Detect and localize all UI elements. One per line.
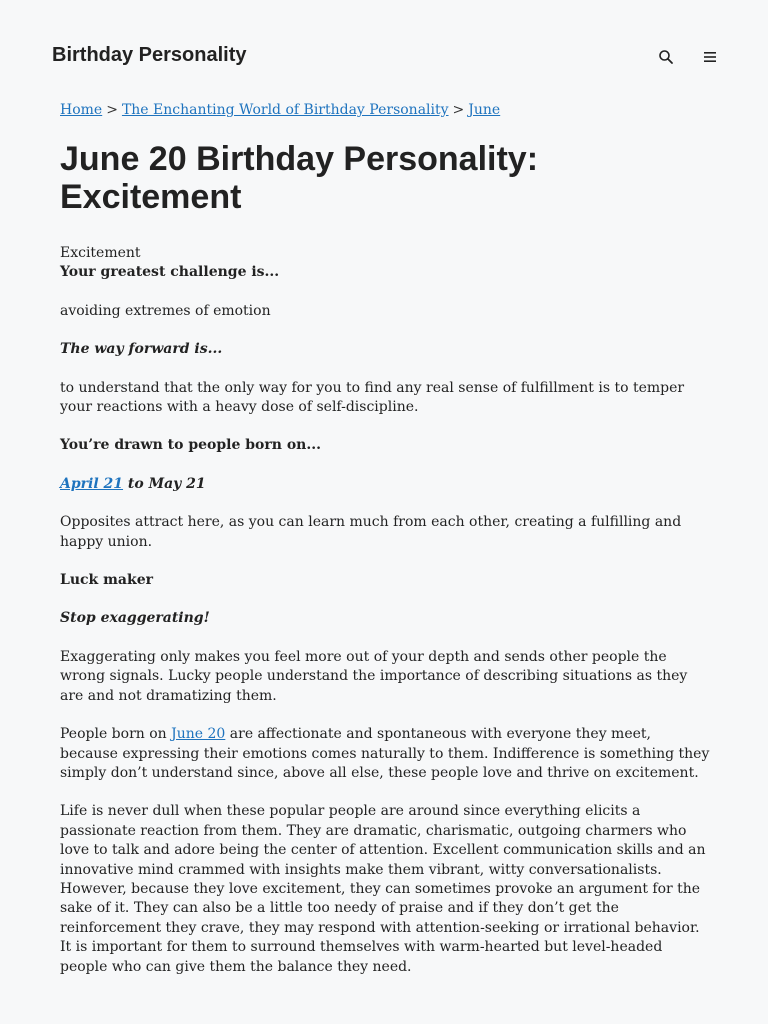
- luck-text: Exaggerating only makes you feel more out of your depth and sends other people the wrong signals. Lucky people understand the importance of describing situations as they are and not dramatizing them.: [60, 648, 688, 704]
- opposites-text: Opposites attract here, as you can learn much from each other, creating a fulfilling and happy union.: [60, 514, 682, 550]
- breadcrumb-section-link[interactable]: The Enchanting World of Birthday Personality: [121, 102, 449, 118]
- site-title-link[interactable]: Birthday Personality: [52, 44, 247, 66]
- article-content: [60, 98, 710, 996]
- breadcrumb: [60, 98, 710, 122]
- personality-paragraph: Life is never dull when these popular people are around since everything elicits a passionate reaction from them. They are dramatic, charismatic, outgoing charmers who love to talk and adore being the center of attention. Excellent communication skills and an innovative mind crammed with insights make them vibrant, witty conversationalists. However, because they love excitement, they can sometimes provoke an argument for the sake of it. They can also be a little too needy of praise and if they don’t get the reinforcement they crave, they may respond with attention-seeking or irrational behavior. It is important for them to surround themselves with warm-hearted but level-headed people who can give them the balance they need.: [60, 803, 706, 975]
- compatible-dates: [60, 475, 710, 494]
- challenge-text: avoiding extremes of emotion: [60, 302, 271, 319]
- april-21-link[interactable]: April 21: [60, 475, 124, 492]
- compatible-dates-rest: to May 21: [123, 475, 206, 492]
- luck-subheading: Stop exaggerating!: [60, 610, 210, 627]
- forward-heading: The way forward is...: [60, 341, 223, 358]
- breadcrumb-separator: >: [452, 102, 465, 118]
- keyword-label: Excitement: [60, 245, 141, 261]
- site-header: [0, 0, 768, 112]
- hamburger-menu-icon[interactable]: [703, 50, 717, 64]
- search-icon[interactable]: [658, 49, 674, 65]
- luck-heading: Luck maker: [60, 572, 153, 589]
- forward-text: to understand that the only way for you to find any real sense of fulfillment is to temper your reactions with a heavy dose of self-discipline.: [60, 379, 685, 416]
- intro-rest: are affectionate and spontaneous with everyone they meet, because expressing their emotions comes naturally to them. Indifference is something they simply don’t understand since, above all else, these people love and thrive on excitement.: [60, 726, 710, 781]
- drawn-heading: You’re drawn to people born on...: [60, 437, 321, 454]
- intro-paragraph: [60, 725, 710, 783]
- breadcrumb-home-link[interactable]: Home: [60, 102, 103, 118]
- june-20-link[interactable]: June 20: [171, 726, 226, 743]
- intro-start: People born on: [60, 726, 172, 743]
- page-title: June 20 Birthday Personality: Excitement: [60, 140, 539, 216]
- breadcrumb-separator: >: [106, 102, 118, 118]
- breadcrumb-month-link[interactable]: June: [468, 102, 501, 118]
- challenge-heading: Your greatest challenge is...: [60, 264, 280, 281]
